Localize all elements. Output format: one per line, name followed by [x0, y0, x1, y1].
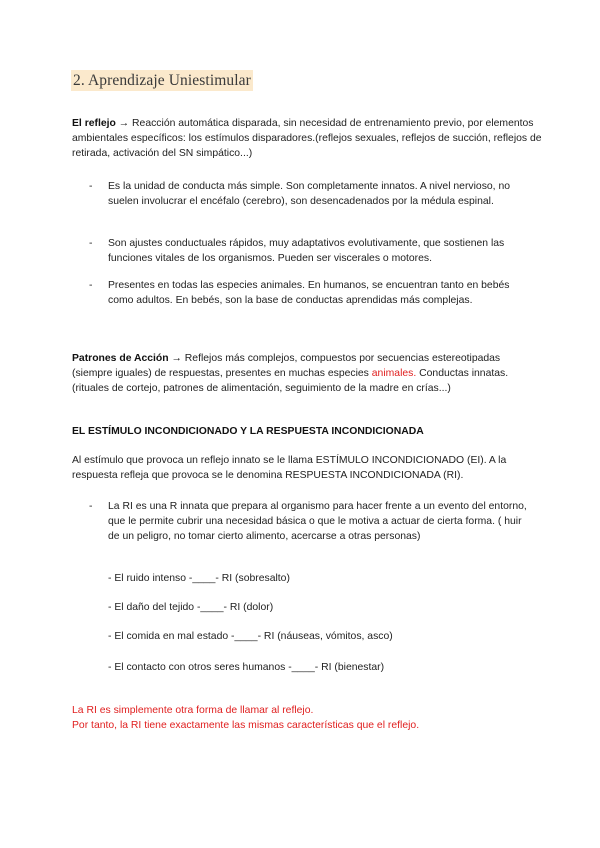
list-item-text: La RI es una R innata que prepara al organismo para hacer frente a un evento del entorno, que le permite cubrir una necesidad básica o que le motiva a actuar de cierta forma. ( huir de un peligro, no tomar cierto alimento, acercarse a otras personas): [108, 501, 527, 542]
patrones-paragraph: [72, 351, 542, 396]
example-item: - El comida en mal estado -____- RI (náuseas, vómitos, asco): [108, 631, 393, 642]
bullet-dash: -: [89, 181, 93, 192]
subsection-title: EL ESTÍMULO INCONDICIONADO Y LA RESPUESTA INCONDICIONADA: [72, 426, 424, 437]
bullet-dash: -: [89, 280, 93, 291]
section-heading: 2. Aprendizaje Uniestimular: [73, 72, 251, 89]
patrones-term: Patrones de Acción: [72, 353, 169, 364]
patrones-text-before: → Reflejos más complejos, compuestos por secuencias estereotipadas (siempre iguales) de respuestas, presentes en muchas especies: [72, 353, 501, 379]
note-line: La RI es simplemente otra forma de llamar al reflejo.: [72, 705, 314, 716]
example-item: - El ruido intenso -____- RI (sobresalto): [108, 573, 290, 584]
reflejo-paragraph: [72, 116, 542, 161]
list-item-text: Son ajustes conductuales rápidos, muy adaptativos evolutivamente, que sostienen las funciones vitales de los organismos. Pueden ser viscerales o motores.: [108, 238, 505, 264]
ei-paragraph: Al estímulo que provoca un reflejo innato se le llama ESTÍMULO INCONDICIONADO (EI). A la respuesta refleja que provoca se le denomina RESPUESTA INCONDICIONADA (RI).: [72, 455, 507, 481]
bullet-dash: -: [89, 238, 93, 249]
list-item-text: Presentes en todas las especies animales. En humanos, se encuentran tanto en bebés como adultos. En bebés, son la base de conductas aprendidas más complejas.: [108, 280, 510, 306]
patrones-highlight: animales.: [371, 368, 417, 379]
example-item: - El daño del tejido -____- RI (dolor): [108, 602, 274, 613]
bullet-dash: -: [89, 501, 93, 512]
example-item: - El contacto con otros seres humanos -____- RI (bienestar): [108, 662, 385, 673]
reflejo-definition: → Reacción automática disparada, sin necesidad de entrenamiento previo, por elementos ambientales específicos: los estímulos disparadores.(reflejos sexuales, reflejos de succión, reflejos de retirada, activación del SN simpático...): [72, 118, 542, 159]
patrones-text-after: Conductas innatas. (rituales de cortejo, patrones de alimentación, seguimiento de la madre en crías...): [72, 368, 509, 394]
reflejo-term: El reflejo: [72, 118, 116, 129]
note-line: Por tanto, la RI tiene exactamente las mismas características que el reflejo.: [72, 720, 420, 731]
list-item-text: Es la unidad de conducta más simple. Son completamente innatos. A nivel nervioso, no suelen involucrar el encéfalo (cerebro), son desencadenados por la médula espinal.: [108, 181, 511, 207]
